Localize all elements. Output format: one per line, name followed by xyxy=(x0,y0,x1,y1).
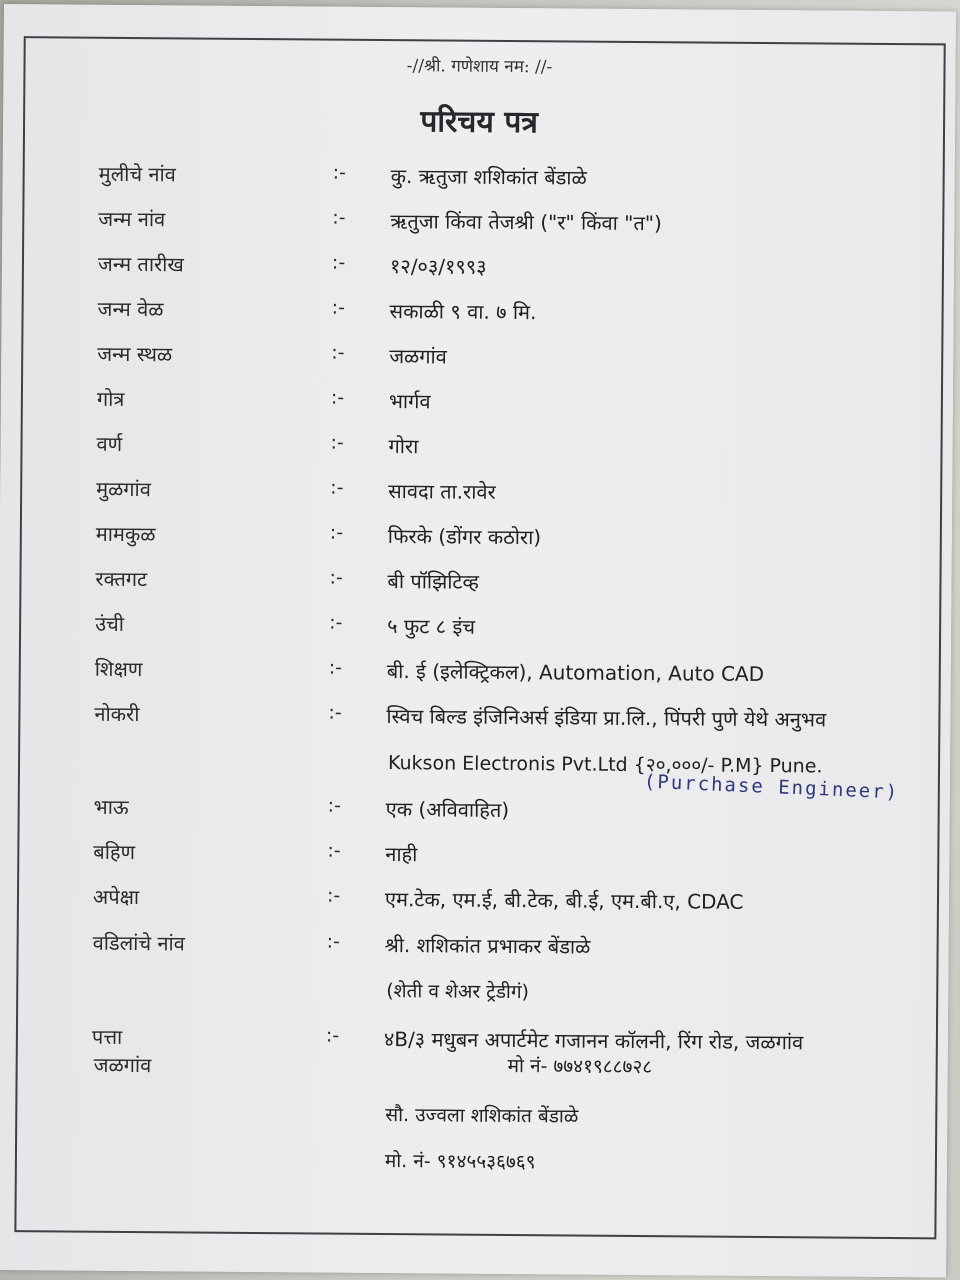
field-row xyxy=(0,474,952,521)
field-row xyxy=(0,519,952,566)
field-label: जन्म वेळ xyxy=(97,296,164,322)
field-label: नोकरी xyxy=(94,701,140,727)
field-label: मामकुळ xyxy=(95,521,156,547)
field-value: एक (अविवाहित) xyxy=(385,797,510,822)
field-row xyxy=(0,609,951,656)
field-value: १२/०३/१९९३ xyxy=(389,254,487,279)
field-label: जन्म नांव xyxy=(98,206,166,232)
address-phone: मो नं- ७७४१९८८७२८ xyxy=(507,1054,653,1079)
field-value: गोरा xyxy=(388,434,419,459)
field-label: जन्म स्थळ xyxy=(97,341,173,367)
field-row xyxy=(2,159,954,206)
field-value: कु. ऋतुजा शशिकांत बेंडाळे xyxy=(390,164,587,190)
field-label: भाऊ xyxy=(93,794,129,820)
field-value: श्री. शशिकांत प्रभाकर बेंडाळे xyxy=(384,933,591,959)
field-label: गोत्र xyxy=(96,386,125,411)
field-value: भार्गव xyxy=(388,389,431,414)
field-value: नाही xyxy=(385,842,418,867)
field-label: रक्तगट xyxy=(95,566,148,592)
field-row xyxy=(0,699,951,746)
field-separator: :- xyxy=(327,794,342,817)
field-label: बहिण xyxy=(93,839,136,865)
field-row xyxy=(0,654,951,701)
father-occupation: (शेती व शेअर ट्रेडीगं) xyxy=(386,980,530,1004)
field-row xyxy=(1,294,953,341)
field-row xyxy=(0,564,952,611)
address-city-label: जळगांव xyxy=(93,1052,152,1078)
field-row xyxy=(0,429,952,476)
field-value: जळगांव xyxy=(389,344,447,369)
handwritten-note: (Purchase Engineer) xyxy=(643,770,900,804)
mother-name: सौ. उज्वला शशिकांत बेंडाळे xyxy=(385,1104,579,1128)
field-label: पत्ता xyxy=(91,1024,123,1049)
field-separator: :- xyxy=(331,296,345,319)
field-separator: :- xyxy=(328,701,342,724)
field-value: ४B/३ मधुबन अपार्टमेट गजानन कॉलनी, रिंग रोड, जळगांव xyxy=(383,1027,804,1055)
invocation-line: -//श्री. गणेशाय नम: //- xyxy=(406,56,553,78)
field-value: स्विच बिल्ड इंजिनिअर्स इंडिया प्रा.लि., पिंपरी पुणे येथे अनुभव xyxy=(386,704,827,732)
field-separator: :- xyxy=(325,1024,340,1047)
mother-phone: मो. नं- ९१४५५३६७६९ xyxy=(384,1150,536,1174)
field-separator: :- xyxy=(329,566,343,589)
field-label: वर्ण xyxy=(96,431,123,456)
field-label: शिक्षण xyxy=(94,656,143,682)
field-row xyxy=(0,837,949,884)
field-value: सकाळी ९ वा. ७ मि. xyxy=(389,299,537,325)
field-row xyxy=(2,249,954,296)
field-separator: :- xyxy=(330,386,345,409)
field-label: मुलीचे नांव xyxy=(98,161,176,187)
page-title: परिचय पत्र xyxy=(420,104,539,141)
field-value: एम.टेक, एम.ई, बी.टेक, बी.ई, एम.बी.ए, CDAC xyxy=(384,887,744,914)
field-separator: :- xyxy=(331,341,345,364)
field-value: बी. ई (इलेक्ट्रिकल), Automation, Auto CAD xyxy=(386,659,765,686)
field-separator: :- xyxy=(330,476,344,499)
field-separator: :- xyxy=(329,521,344,544)
field-separator: :- xyxy=(330,431,344,454)
field-label: उंची xyxy=(95,611,125,636)
field-row xyxy=(1,384,953,431)
field-row xyxy=(1,339,953,386)
field-label: जन्म तारीख xyxy=(97,251,184,277)
field-separator: :- xyxy=(327,839,341,862)
field-row xyxy=(0,882,949,929)
field-value: ५ फुट ८ इंच xyxy=(387,614,476,639)
field-separator: :- xyxy=(326,884,341,907)
field-value: बी पॉझिटिव्ह xyxy=(387,569,480,594)
field-value: फिरके (डोंगर कठोरा) xyxy=(387,524,542,550)
field-separator: :- xyxy=(332,206,346,229)
field-separator: :- xyxy=(329,611,343,634)
field-separator: :- xyxy=(331,251,346,274)
field-separator: :- xyxy=(332,161,347,184)
field-value: ऋतुजा किंवा तेजश्री ("र" किंवा "त") xyxy=(390,209,662,236)
field-separator: :- xyxy=(326,930,340,953)
job-extra-line: Kukson Electronis Pvt.Ltd {२०,०००/- P.M} Pune. xyxy=(387,752,823,778)
biodata-sheet xyxy=(0,4,956,1277)
field-row xyxy=(0,928,949,975)
field-label: मुळगांव xyxy=(96,476,152,502)
field-label: अपेक्षा xyxy=(92,884,140,910)
field-separator: :- xyxy=(328,656,343,679)
field-label: वडिलांचे नांव xyxy=(92,930,185,956)
field-row xyxy=(2,204,954,251)
field-value: सावदा ता.रावेर xyxy=(388,479,496,504)
